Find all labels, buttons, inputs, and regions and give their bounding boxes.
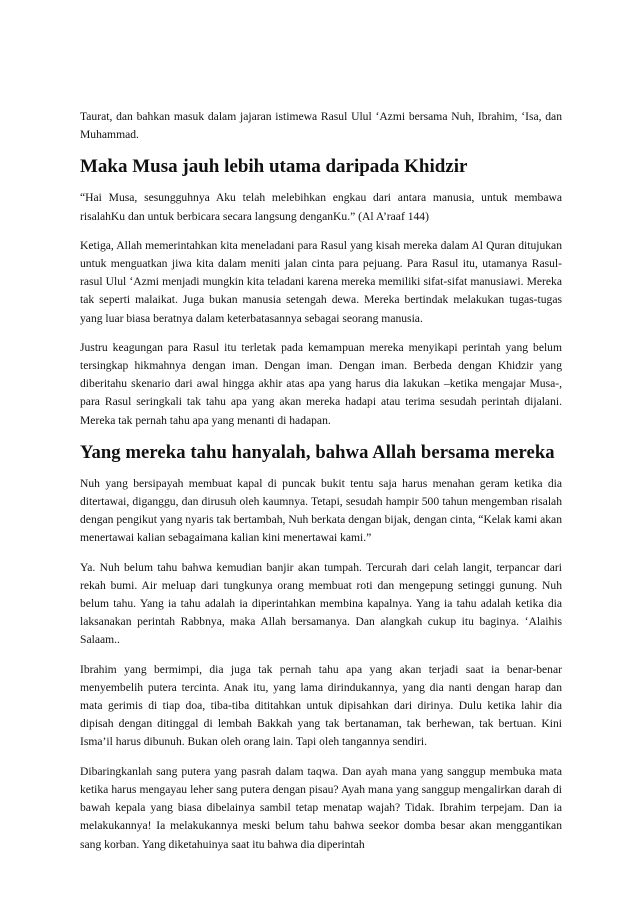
document-page xyxy=(80,108,562,865)
heading-allah-bersama-mereka: Yang mereka tahu hanyalah, bahwa Allah bersama mereka xyxy=(80,441,555,463)
paragraph-nuh: Nuh yang bersipayah membuat kapal di puncak bukit tentu saja harus menahan geram ketika dia ditertawai, diganggu, dan dirusuh oleh kaumnya. Tetapi, sesudah hampir 500 tahun mengemban risalah dengan pengikut yang nyaris tak bertambah, Nuh berkata dengan bijak, dengan cinta, “Kelak kami akan menertawai kalian sebagaimana kalian kini menertawai kami.” xyxy=(80,476,562,545)
heading-musa-khidzir: Maka Musa jauh lebih utama daripada Khidzir xyxy=(80,156,468,178)
paragraph-intro: Taurat, dan bahkan masuk dalam jajaran istimewa Rasul Ulul ‘Azmi bersama Nuh, Ibrahim, ‘Isa, dan Muhammad. xyxy=(80,110,562,142)
paragraph-banjir: Ya. Nuh belum tahu bahwa kemudian banjir akan tumpah. Tercurah dari celah langit, terpancar dari rekah bumi. Air meluap dari tungkunya orang membuat roti dan mengepung setinggi gunung. Nuh belum tahu. Yang ia tahu adalah ia diperintahkan membina kapalnya. Yang ia tahu adalah ketika dia laksanakan perintah Rabbnya, maka Allah bersamanya. Dan alangkah cukup itu baginya. ‘Alaihis Salaam.. xyxy=(80,560,562,647)
paragraph-quote-al-araaf: “Hai Musa, sesungguhnya Aku telah melebihkan engkau dari antara manusia, untuk membawa risalahKu dan untuk berbicara secara langsung denganKu.” (Al A’raaf 144) xyxy=(80,191,562,223)
paragraph-justru: Justru keagungan para Rasul itu terletak pada kemampuan mereka menyikapi perintah yang belum tersingkap hikmahnya dengan iman. Dengan iman. Dengan iman. Berbeda dengan Khidzir yang diberitahu skenario dari awal hingga akhir atas apa yang harus dia lakukan –ketika mengajar Musa-, para Rasul seringkali tak tahu apa yang akan mereka hadapi atau terima sesudah perintah dijalani. Mereka tak pernah tahu apa yang menanti di hadapan. xyxy=(80,340,562,427)
paragraph-ibrahim: Ibrahim yang bermimpi, dia juga tak pernah tahu apa yang akan terjadi saat ia benar-benar menyembelih putera tercinta. Anak itu, yang lama dirindukannya, yang dia nanti dengan harap dan mata gerimis di tiap doa, tiba-tiba dititahkan untuk dipisahkan dari dirinya. Dulu ketika lahir dia dipisah dengan ditinggal di lembah Bakkah yang tak bertanaman, tak berhewan, tak bertuan. Kini Isma’il harus dibunuh. Bukan oleh orang lain. Tapi oleh tangannya sendiri. xyxy=(80,662,562,749)
paragraph-ketiga: Ketiga, Allah memerintahkan kita meneladani para Rasul yang kisah mereka dalam Al Quran ditujukan untuk menguatkan jiwa kita dalam meniti jalan cinta para pejuang. Para Rasul itu, utamanya Rasul-rasul Ulul ‘Azmi menjadi mungkin kita teladani karena mereka memiliki sifat-sifat manusiawi. Mereka tak seperti malaikat. Juga bukan manusia setengah dewa. Mereka bertindak melakukan tugas-tugas yang luar biasa beratnya dalam keterbatasannya sebagai seorang manusia. xyxy=(80,238,562,325)
paragraph-dibaringkan: Dibaringkanlah sang putera yang pasrah dalam taqwa. Dan ayah mana yang sanggup membuka mata ketika harus mengayau leher sang putera dengan pisau? Ayah mana yang sanggup mengalirkan darah di bawah kepala yang biasa dibelainya sambil tetap menatap wajah? Tidak. Ibrahim terpejam. Dan ia melakukannya! Ia melakukannya meski belum tahu bahwa seekor domba besar akan menggantikan sang korban. Yang diketahuinya saat itu bahwa dia diperintah xyxy=(80,764,562,851)
